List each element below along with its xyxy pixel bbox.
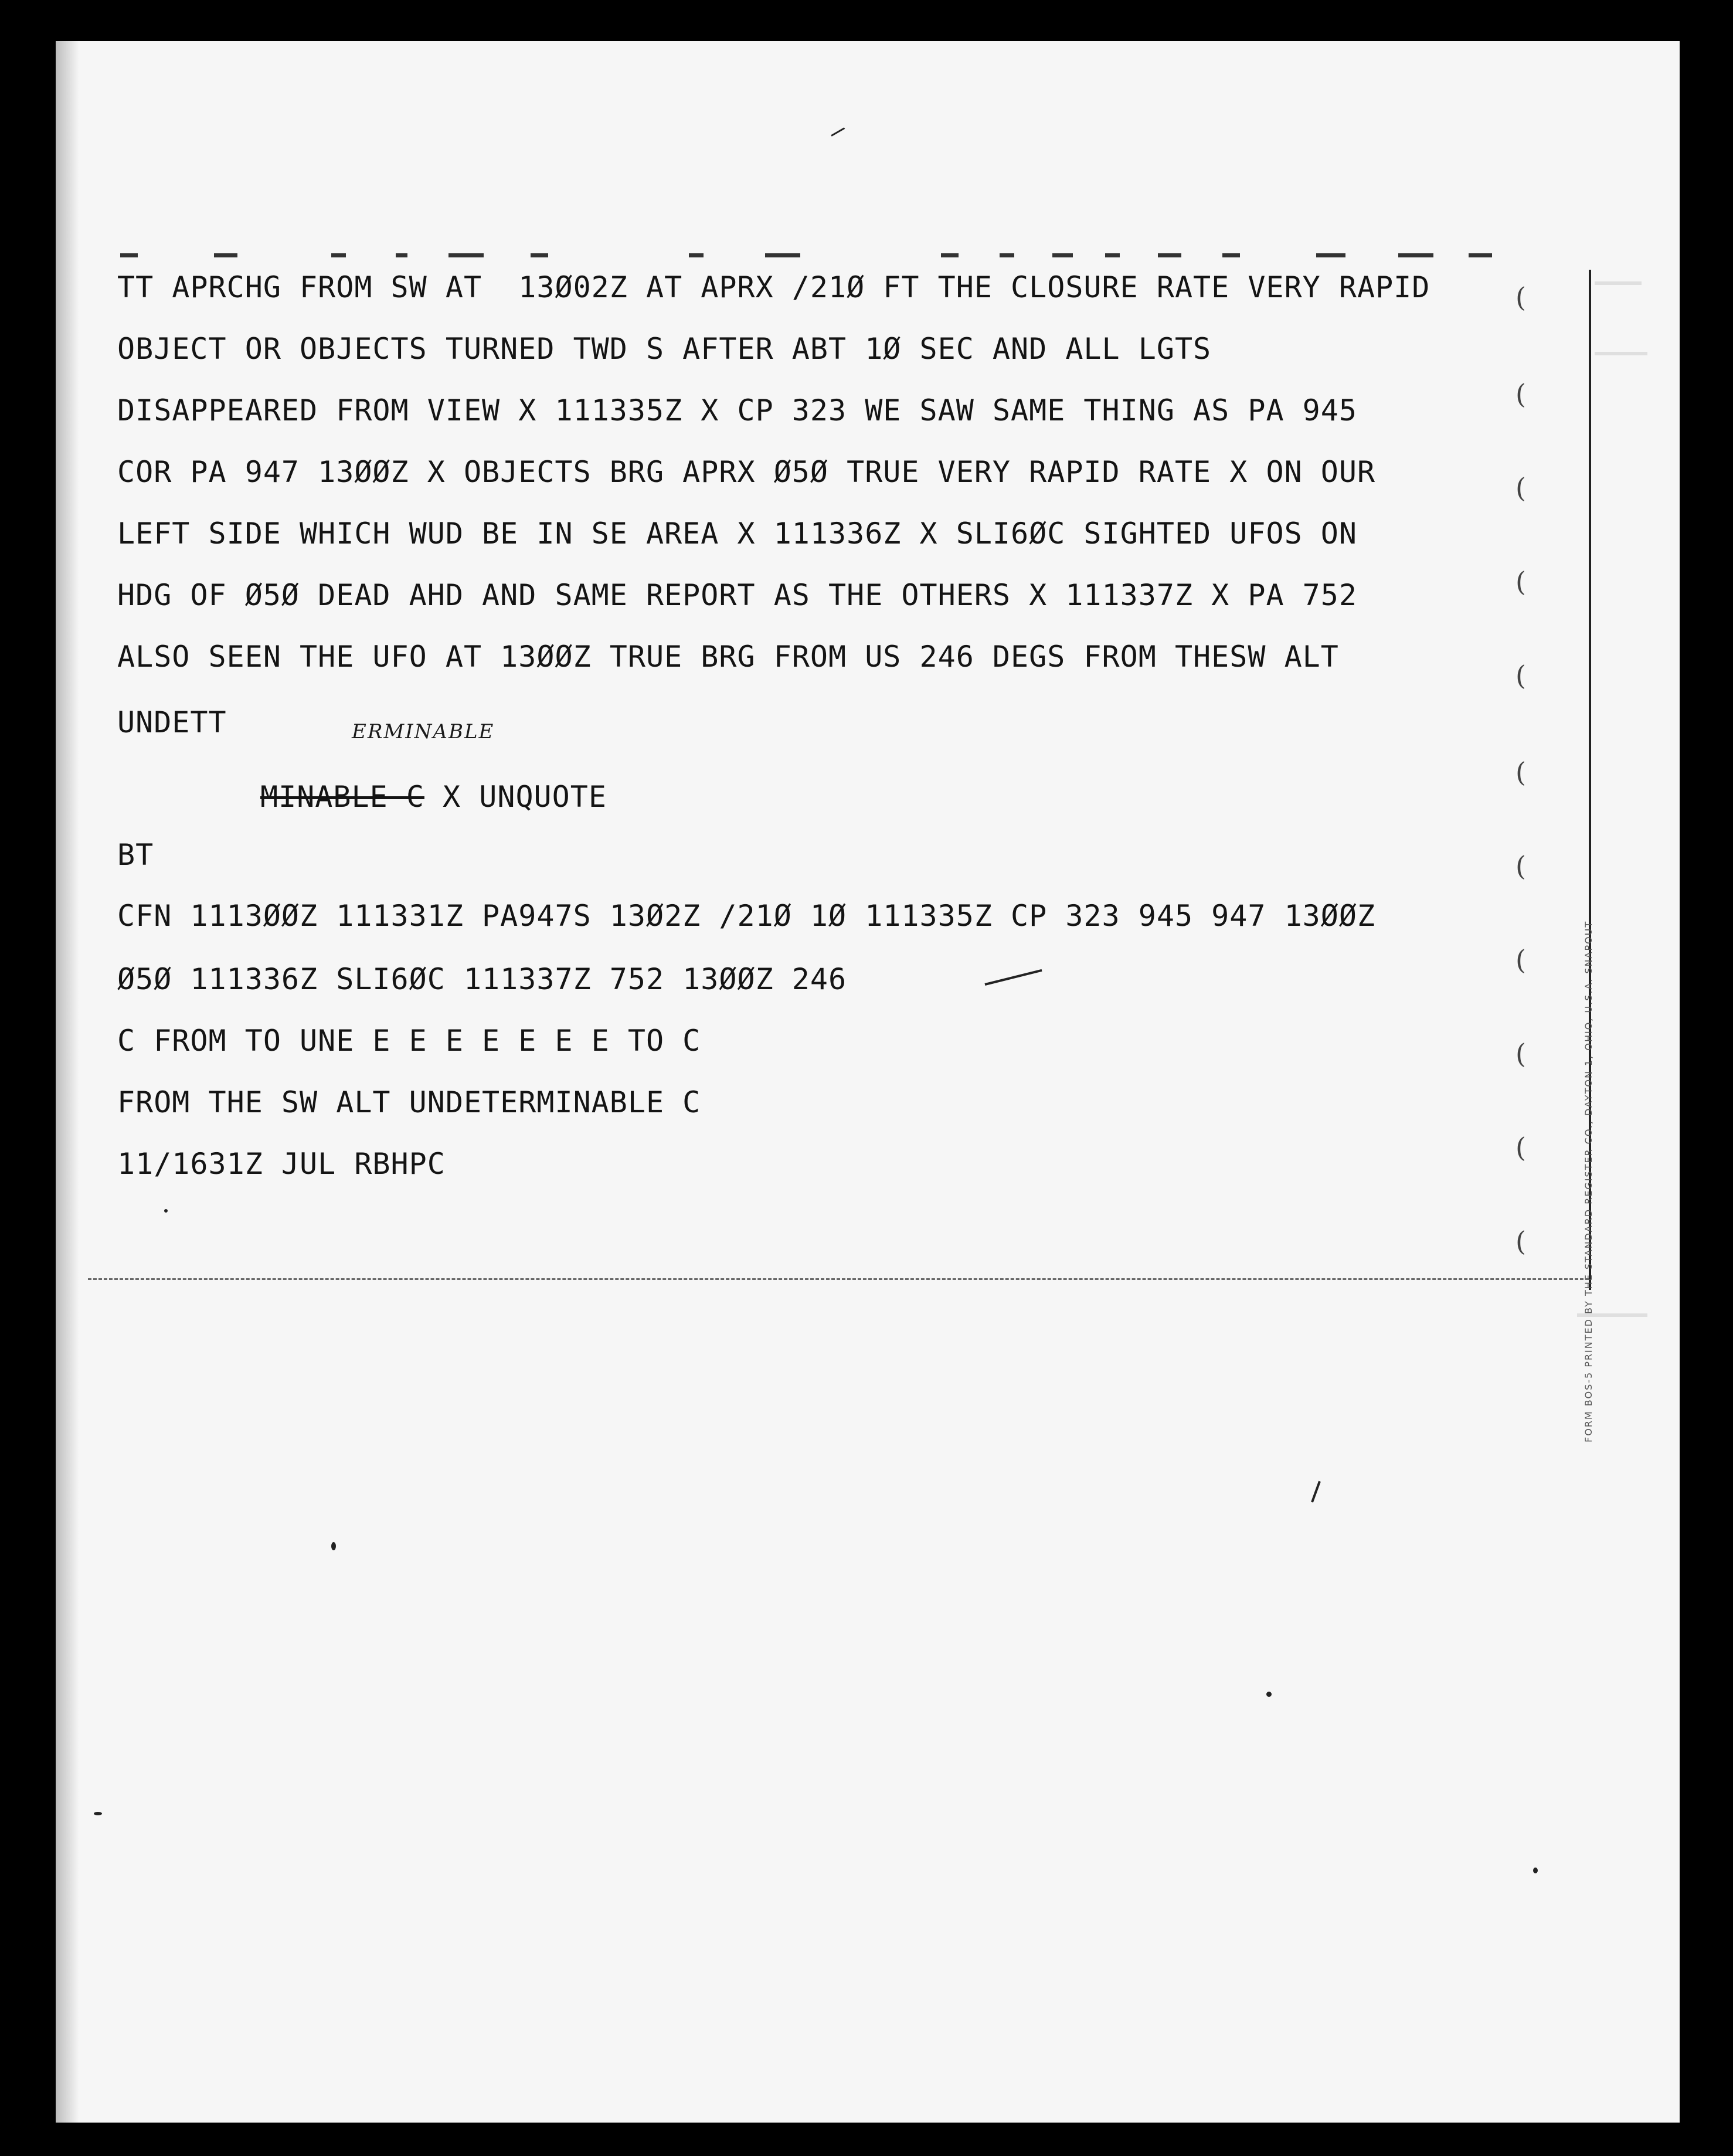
cfn-line: FROM THE SW ALT UNDETERMINABLE C <box>117 1085 701 1119</box>
form-printer-text: FORM BOS-5 PRINTED BY THE STANDARD REGISTER CO., DAYTON 1, OHIO, U.S.A. SNAPOUT <box>1583 920 1594 1442</box>
form-margin-print <box>1565 504 1594 1442</box>
message-line: HDG OF Ø5Ø DEAD AHD AND SAME REPORT AS THE OTHERS X 111337Z X PA 752 <box>117 578 1357 612</box>
cfn-line: C FROM TO UNE E E E E E E E TO C <box>117 1024 701 1058</box>
teletype-message: TT APRCHG FROM SW AT 13Ø02Z AT APRX /21Ø FT THE CLOSURE RATE VERY RAPID OBJECT OR OBJECTS TURNED TWD S AFTER ABT 1Ø SEC AND ALL LGTS DISAPPEARED FROM VIEW X 111335Z X CP 323 WE SAW SAME THING AS PA 945 COR PA 947 13ØØZ X OBJECTS BRG APRX Ø5Ø TRUE VERY RAPID RATE X ON OUR LEFT SIDE WHICH WUD BE IN SE AREA X 111336Z X SLI6ØC SIGHTED UFOS ON HDG OF Ø5Ø DEAD AHD AND SAME REPORT AS THE OTHERS X 111337Z X PA 752 ALSO SEEN THE UFO AT 13ØØZ TRUE BRG FROM US 246 DEGS FROM THESW ALT UNDETT ERMINABLE MINABLE C X UNQUOTE BT CFN 1113ØØZ 111331Z PA947S 13Ø2Z /21Ø 1Ø 111335Z CP 323 945 947 13ØØZ Ø5Ø 111336Z SLI6ØC 111337Z 752 13ØØZ 246 C FROM TO UNE E E E E E E E TO C FROM THE SW ALT UNDETERMINABLE C 11/1631Z JUL RBHPC ( ( ( ( ( ( ( ( ( ( ( FORM BOS-5 PRINTED BY THE STANDARD REGISTER CO., DAYTON 1, OHIO, U.S.A. SNAPOUT <box>88 270 1591 1290</box>
paper-speck <box>331 1542 336 1550</box>
paper-speck <box>1533 1868 1538 1873</box>
ghost-mark <box>1595 352 1647 355</box>
cfn-line: Ø5Ø 111336Z SLI6ØC 111337Z 752 13ØØZ 246 <box>117 962 847 996</box>
message-line: OBJECT OR OBJECTS TURNED TWD S AFTER ABT 1Ø SEC AND ALL LGTS <box>117 332 1212 366</box>
message-line: UNDETT <box>117 705 227 739</box>
message-line: TT APRCHG FROM SW AT 13Ø02Z AT APRX /21Ø FT THE CLOSURE RATE VERY RAPID <box>117 270 1430 304</box>
unquote-text: X UNQUOTE <box>424 780 607 814</box>
torn-top-marks <box>120 250 1515 262</box>
page-edge-shadow <box>56 41 79 2123</box>
handwritten-correction: ERMINABLE <box>352 720 495 743</box>
message-line: DISAPPEARED FROM VIEW X 111335Z X CP 323 WE SAW SAME THING AS PA 945 <box>117 393 1357 427</box>
message-line: LEFT SIDE WHICH WUD BE IN SE AREA X 111336Z X SLI6ØC SIGHTED UFOS ON <box>117 517 1357 551</box>
struck-line <box>246 769 607 824</box>
message-line: COR PA 947 13ØØZ X OBJECTS BRG APRX Ø5Ø TRUE VERY RAPID RATE X ON OUR <box>117 455 1376 489</box>
paper-speck <box>94 1812 102 1815</box>
paper-speck <box>164 1209 168 1213</box>
signature-line: 11/1631Z JUL RBHPC <box>117 1147 446 1181</box>
struck-text: MINABLE C <box>260 780 424 814</box>
paper-speck <box>1266 1692 1272 1697</box>
pen-stroke <box>985 969 1042 986</box>
ghost-mark <box>1595 281 1642 285</box>
tear-perforation <box>88 1278 1589 1280</box>
cfn-line: CFN 1113ØØZ 111331Z PA947S 13Ø2Z /21Ø 1Ø 111335Z CP 323 945 947 13ØØZ <box>117 899 1376 933</box>
message-line: ALSO SEEN THE UFO AT 13ØØZ TRUE BRG FROM US 246 DEGS FROM THESW ALT <box>117 640 1339 674</box>
bt-marker: BT <box>117 838 154 872</box>
